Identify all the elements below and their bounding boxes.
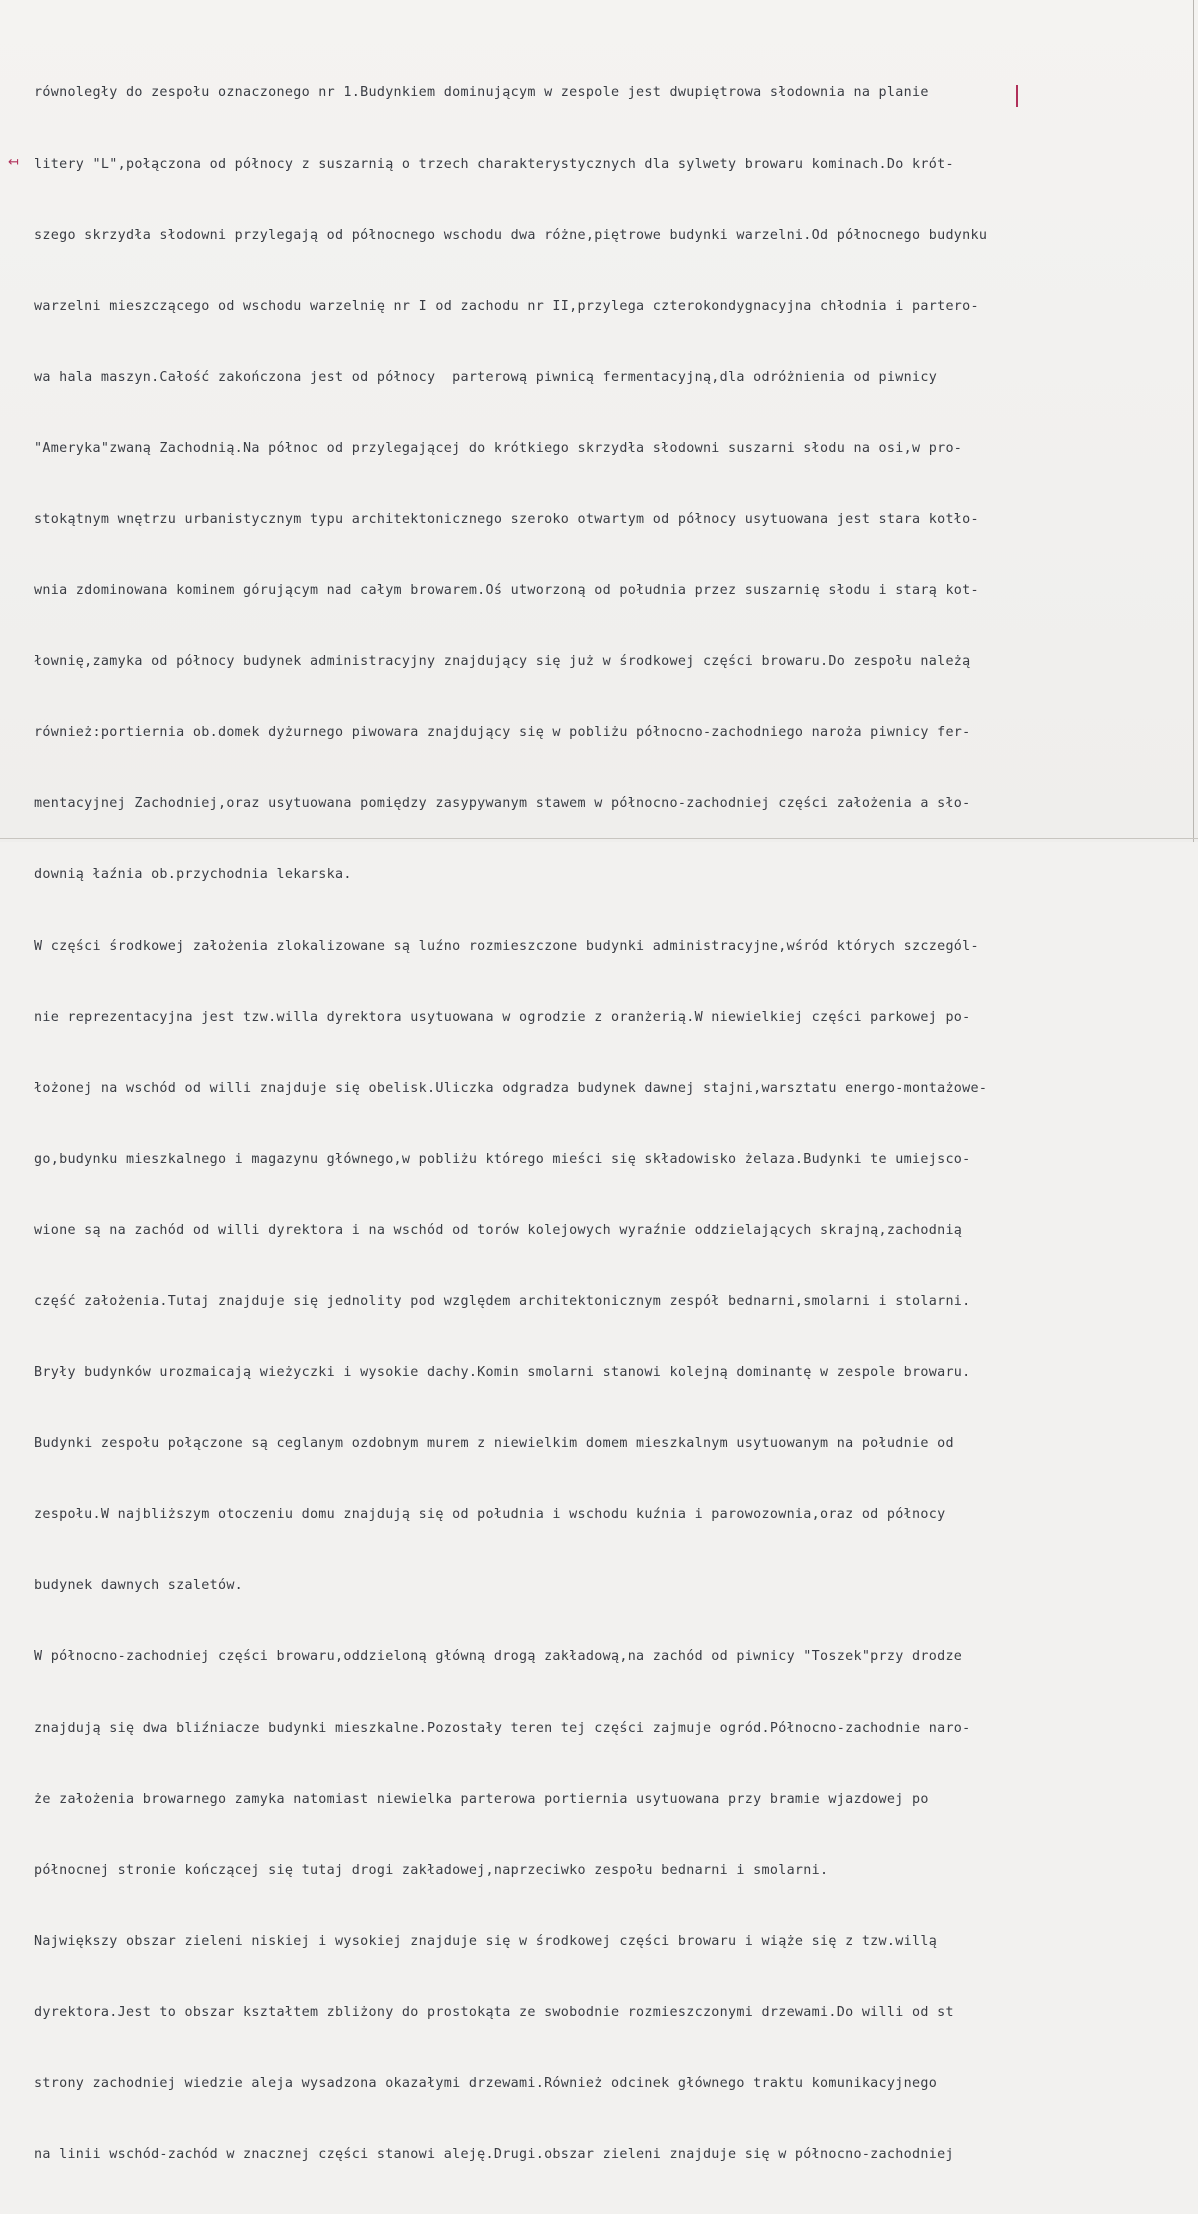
text-line: nie reprezentacyjna jest tzw.willa dyrektora usytuowana w ogrodzie z oranżerią.W niewielkiej części parkowej po-: [34, 1009, 971, 1025]
text-line: że założenia browarnego zamyka natomiast niewielka parterowa portiernia usytuowana przy bramie wjazdowej po: [34, 1791, 929, 1807]
typewritten-text: [34, 34, 1194, 2214]
text-line: szego skrzydła słodowni przylegają od północnego wschodu dwa różne,piętrowe budynki warzelni.Od północnego budynku: [34, 227, 988, 243]
text-line: dyrektora.Jest to obszar kształtem zbliżony do prostokąta ze swobodnie rozmieszczonymi drzewami.Do willi od st: [34, 2004, 954, 2020]
text-line: część założenia.Tutaj znajduje się jednolity pod względem architektonicznym zespół bednarni,smolarni i stolarni.: [34, 1294, 971, 1309]
text-line: budynek dawnych szaletów.: [34, 1578, 244, 1594]
text-line: "Ameryka"zwaną Zachodnią.Na północ od przylegającej do krótkiego skrzydła słodowni suszarni słodu na osi,w pro-: [34, 440, 963, 456]
text-line: zespołu.W najbliższym otoczeniu domu znajdują się od południa i wschodu kuźnia i parowozownia,oraz od północy: [34, 1507, 946, 1523]
text-line: strony zachodniej wiedzie aleja wysadzona okazałymi drzewami.Również odcinek głównego traktu komunikacyjnego: [34, 2076, 938, 2092]
text-line: go,budynku mieszkalnego i magazynu głównego,w pobliżu którego mieści się składowisko żelaza.Budynki te umiejsco-: [34, 1151, 971, 1167]
text-line: W części środkowej założenia zlokalizowane są luźno rozmieszczone budynki administracyjne,wśród których szczegól-: [34, 938, 979, 954]
text-line: downią łaźnia ob.przychodnia lekarska.: [34, 867, 352, 883]
text-line: na linii wschód-zachód w znacznej części stanowi aleję.Drugi.obszar zieleni znajduje się w północno-zachodniej: [34, 2147, 954, 2163]
text-line: wnia zdominowana kominem górującym nad całym browarem.Oś utworzoną od południa przez suszarnię słodu i starą kot-: [34, 583, 979, 599]
text-line: Największy obszar zieleni niskiej i wysokiej znajduje się w środkowej części browaru i wiąże się z tzw.willą: [34, 1933, 938, 1949]
text-line: północnej stronie kończącej się tutaj drogi zakładowej,naprzeciwko zespołu bednarni i smolarni.: [34, 1862, 829, 1878]
text-line: wa hala maszyn.Całość zakończona jest od północy parterową piwnicą fermentacyjną,dla odróżnienia od piwnicy: [34, 369, 946, 385]
text-line: litery "L",połączona od północy z suszarnią o trzech charakterystycznych dla sylwety browaru kominach.Do krót-: [34, 156, 954, 172]
text-line: Budynki zespołu połączone są ceglanym ozdobnym murem z niewielkim domem mieszkalnym usytuowanym na południe od: [34, 1436, 954, 1452]
text-line: Bryły budynków urozmaicają wieżyczki i wysokie dachy.Komin smolarni stanowi kolejną dominantę w zespole browaru.: [34, 1365, 971, 1381]
text-line: wione są na zachód od willi dyrektora i na wschód od torów kolejowych wyraźnie oddzielających skrajną,zachodnią: [34, 1222, 963, 1238]
text-line: równoległy do zespołu oznaczonego nr 1.Budynkiem dominującym w zespole jest dwupiętrowa słodownia na planie: [34, 85, 929, 101]
text-line: znajdują się dwa bliźniacze budynki mieszkalne.Pozostały teren tej części zajmuje ogród.Północno-zachodnie naro-: [34, 1720, 971, 1736]
margin-arrow-mark: ↤: [8, 155, 19, 170]
text-line: również:portiernia ob.domek dyżurnego piwowara znajdujący się w pobliżu północno-zachodniego naroża piwnicy fer-: [34, 725, 971, 741]
text-line: warzelni mieszczącego od wschodu warzelnię nr I od zachodu nr II,przylega czterokondygnacyjna chłodnia i partero-: [34, 298, 979, 314]
text-line: łownię,zamyka od północy budynek administracyjny znajdujący się już w środkowej części browaru.Do zespołu należą: [34, 654, 971, 670]
text-line: stokątnym wnętrzu urbanistycznym typu architektonicznego szeroko otwartym od północy usytuowana jest stara kotło-: [34, 511, 979, 527]
text-line: W północno-zachodniej części browaru,oddzieloną główną drogą zakładową,na zachód od piwnicy "Toszek"przy drodze: [34, 1649, 963, 1665]
text-line: łożonej na wschód od willi znajduje się obelisk.Uliczka odgradza budynek dawnej stajni,warsztatu energo-montażowe-: [34, 1080, 988, 1096]
text-line: mentacyjnej Zachodniej,oraz usytuowana pomiędzy zasypywanym stawem w północno-zachodniej części założenia a sło-: [34, 796, 971, 812]
